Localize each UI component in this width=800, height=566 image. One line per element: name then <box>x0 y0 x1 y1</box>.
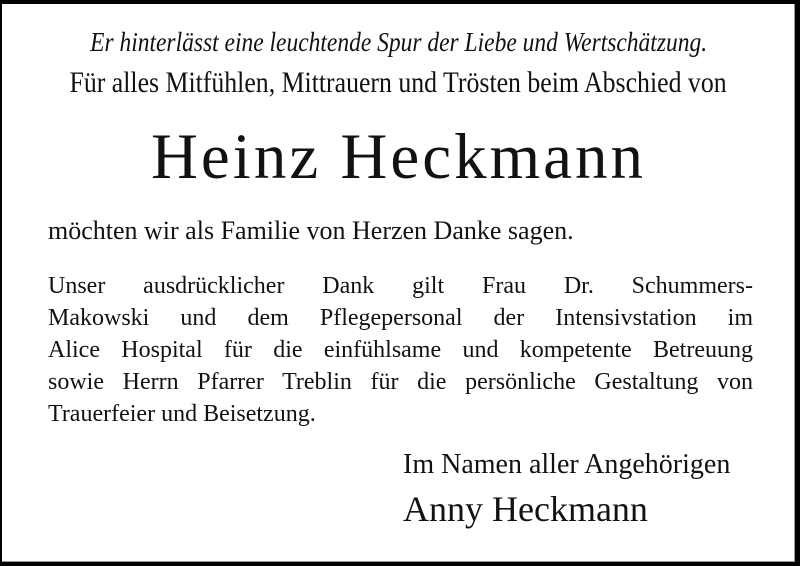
closing-line: Im Namen aller Angehörigen <box>403 449 731 480</box>
epigraph-line <box>2 26 795 58</box>
paragraph-line: Alice Hospital für die einfühlsame und kompetente Betreuung <box>48 337 753 363</box>
signature-name: Anny Heckmann <box>403 489 648 529</box>
paragraph-line: Makowski und dem Pflegepersonal der Intensivstation im <box>48 305 753 331</box>
acknowledgement-paragraph <box>48 270 753 430</box>
epigraph-text: Er hinterlässt eine leuchtende Spur der Liebe und Wertschätzung. <box>90 27 707 57</box>
thanks-line: möchten wir als Familie von Herzen Danke sagen. <box>48 216 574 245</box>
intro-line <box>2 65 795 101</box>
signature-block <box>403 449 730 530</box>
notice-content-area <box>2 4 795 562</box>
paragraph-line: sowie Herrn Pfarrer Treblin für die persönliche Gestaltung von <box>48 369 753 395</box>
intro-text: Für alles Mitfühlen, Mittrauern und Trösten beim Abschied von <box>69 66 728 99</box>
deceased-name: Heinz Heckmann <box>150 121 646 193</box>
paragraph-line: Unser ausdrücklicher Dank gilt Frau Dr. Schummers- <box>48 273 753 299</box>
paragraph-line: Trauerfeier und Beisetzung. <box>48 401 316 427</box>
